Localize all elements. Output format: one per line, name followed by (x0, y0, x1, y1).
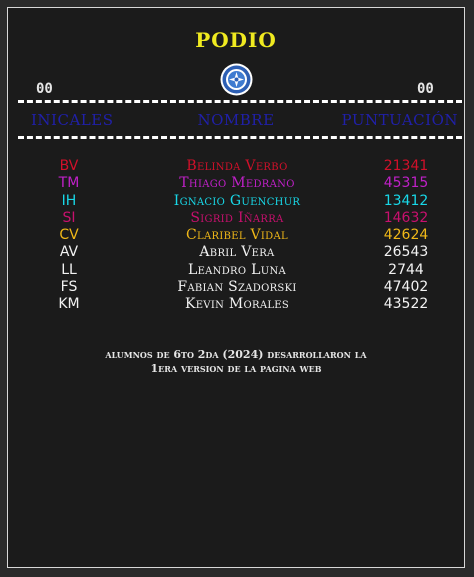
row-name: Leandro Luna (187, 261, 287, 278)
row-score: 2744 (388, 261, 424, 278)
row-name: Abril Vera (199, 244, 275, 261)
page-title: PODIO (195, 28, 277, 52)
leaderboard-row (8, 175, 464, 192)
podium-panel (7, 7, 465, 568)
row-initials: KM (58, 296, 80, 313)
row-name: Kevin Morales (184, 296, 290, 313)
row-name: Thiago Medrano (179, 175, 295, 192)
row-score: 14632 (383, 209, 429, 226)
row-score: 42624 (383, 227, 429, 244)
row-initials: SI (62, 209, 76, 226)
row-name: Ignacio Guenchur (173, 192, 301, 209)
row-name: Claribel Vidal (186, 227, 288, 244)
counter-right: 00 (417, 81, 434, 97)
row-initials: AV (59, 244, 79, 261)
row-initials: BV (59, 158, 79, 174)
row-name: Fabian Szadorski (177, 279, 297, 296)
header-score: PUNTUACIÓN (341, 111, 458, 129)
row-initials: TM (58, 175, 80, 192)
divider-top (18, 100, 462, 103)
header-name: NOMBRE (197, 111, 275, 129)
credits-footer (8, 348, 464, 376)
counter-left: 00 (36, 81, 53, 97)
leaderboard-row (8, 244, 464, 261)
row-initials: FS (60, 279, 78, 296)
credits-line-2: 1era version de la pagina web (150, 362, 322, 375)
divider-bottom (18, 136, 462, 139)
leaderboard-row (8, 279, 464, 296)
header-initials: INICALES (31, 111, 114, 129)
leaderboard-row (8, 296, 464, 313)
leaderboard-row (8, 227, 464, 244)
row-initials: LL (61, 261, 77, 278)
credits-line-1: alumnos de 6to 2da (2024) desarrollaron la (105, 348, 367, 361)
row-score: 45315 (383, 175, 429, 192)
leaderboard-row (8, 193, 464, 210)
row-name: Belinda Verbo (186, 158, 288, 174)
row-score: 43522 (383, 296, 429, 313)
row-score: 21341 (383, 158, 429, 174)
leaderboard-row (8, 262, 464, 279)
leaderboard-row (8, 158, 464, 175)
school-crest-icon (220, 63, 253, 96)
row-score: 47402 (383, 279, 429, 296)
row-score: 13412 (383, 192, 429, 209)
leaderboard-list (8, 158, 464, 314)
row-initials: CV (59, 227, 79, 244)
leaderboard-row (8, 210, 464, 227)
row-initials: IH (61, 192, 77, 209)
row-score: 26543 (383, 244, 429, 261)
row-name: Sigrid Iñarra (190, 209, 284, 226)
